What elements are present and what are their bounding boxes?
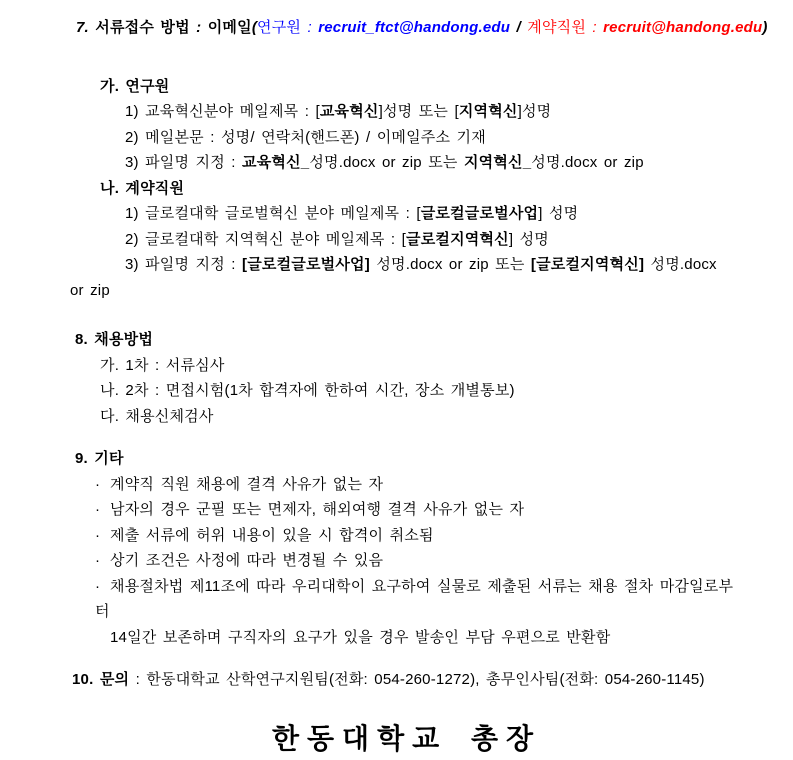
close-paren: ) — [762, 19, 768, 36]
section-9-heading: 9. 기타 — [75, 450, 124, 467]
ga-item-1 — [125, 99, 743, 125]
na-item-1-text: 1) 글로컬대학 글로벌혁신 분야 메일제목 : [ — [125, 205, 421, 222]
section-10-line — [72, 667, 743, 693]
ga-item-1-text: 1) 교육혁신분야 메일제목 : [ — [125, 103, 320, 120]
bullet-icon: · — [95, 526, 101, 544]
email-method-label: 이메일 — [207, 19, 252, 36]
signature-line: 한동대학교 총장 — [271, 722, 542, 754]
na-item-2-bold: 글로컬지역혁신 — [406, 230, 509, 248]
ga-item-3 — [125, 150, 743, 176]
section-7-title: 서류접수 방법 — [95, 19, 190, 36]
na-item-3-text-3: 성명.docx — [644, 256, 717, 273]
na-item-3-text-2: 성명.docx or zip 또는 — [369, 256, 531, 273]
ga-item-1-bold-2: 지역혁신 — [458, 103, 518, 120]
na-item-2-text-2: ] 성명 — [508, 230, 549, 248]
bullet-text: 제출 서류에 허위 내용이 있을 시 합격이 취소됨 — [110, 526, 434, 544]
ga-item-1-text-2: ]성명 또는 [ — [378, 103, 459, 120]
na-item-3-text: 3) 파일명 지정 : — [125, 256, 243, 273]
section-7-heading — [76, 15, 768, 41]
na-item-2 — [125, 227, 743, 253]
ga-item-3-text: 3) 파일명 지정 : — [125, 154, 243, 171]
section-8-item: 가. 1차 : 서류심사 — [100, 356, 225, 374]
bullet-text: 계약직 직원 채용에 결격 사유가 없는 자 — [110, 475, 384, 493]
subsection-na-heading: 나. 계약직원 — [100, 179, 185, 197]
bullet-icon: · — [95, 552, 101, 569]
section-9-bullet — [95, 523, 743, 549]
section-10-colon: : — [129, 671, 147, 688]
section-7-number: 7. — [76, 19, 96, 36]
section-8-heading: 8. 채용방법 — [75, 331, 154, 348]
ga-item-1-bold-1: 교육혁신 — [319, 103, 379, 120]
contract-staff-label: 계약직원 — [527, 19, 587, 36]
ga-item-3-bold-1: 교육혁신_ — [242, 154, 310, 171]
open-paren: ( — [251, 19, 258, 36]
subsection-ga-heading: 가. 연구원 — [100, 77, 170, 95]
researcher-email: recruit_ftct@handong.edu — [318, 19, 511, 36]
contract-colon: : — [586, 19, 604, 36]
section-9-bullet — [95, 548, 743, 574]
na-item-3-bold-1: [글로컬글로벌사업] — [242, 256, 370, 273]
contract-email: recruit@handong.edu — [603, 19, 763, 36]
bullet-icon: · — [95, 475, 101, 493]
email-separator: / — [510, 19, 528, 36]
contact-info: 한동대학교 산학연구지원팀(전화: 054-260-1272), 총무인사팀(전화: 054-260-1145) — [146, 671, 705, 688]
na-item-3 — [125, 252, 743, 278]
na-item-1 — [125, 201, 743, 227]
bullet-icon: · — [95, 501, 101, 518]
section-8-item: 다. 채용신체검사 — [100, 407, 214, 425]
na-item-1-bold: 글로컬글로벌사업 — [420, 205, 539, 222]
researcher-colon: : — [301, 19, 319, 36]
na-item-3-bold-2: [글로컬지역혁신] — [530, 256, 645, 273]
na-item-2-text: 2) 글로컬대학 지역혁신 분야 메일제목 : [ — [125, 230, 407, 248]
bullet-text: 상기 조건은 사정에 따라 변경될 수 있음 — [110, 552, 384, 569]
ga-item-1-text-3: ]성명 — [517, 103, 552, 120]
section-10-label: 10. 문의 — [72, 671, 130, 688]
ga-item-3-text-3: 성명.docx or zip — [531, 154, 644, 171]
section-9-bullet — [95, 497, 743, 523]
section-9-bullet — [95, 472, 743, 498]
section-7-colon: : — [189, 19, 208, 36]
bullet-text: 채용절차법 제11조에 따라 우리대학이 요구하여 실물로 제출된 서류는 채용 절차 마감일로부터 — [95, 577, 734, 620]
bullet-icon: · — [95, 577, 101, 595]
na-item-3-continuation: or zip — [70, 281, 110, 299]
section-9-bullet — [95, 574, 743, 625]
na-item-1-text-2: ] 성명 — [538, 205, 579, 222]
ga-item-3-text-2: 성명.docx or zip 또는 — [309, 154, 464, 171]
ga-item-2: 2) 메일본문 : 성명/ 연락처(핸드폰) / 이메일주소 기재 — [125, 128, 486, 146]
ga-item-3-bold-2: 지역혁신_ — [463, 154, 532, 171]
researcher-label: 연구원 — [257, 19, 302, 36]
section-8-item: 나. 2차 : 면접시험(1차 합격자에 한하여 시간, 장소 개별통보) — [100, 382, 515, 399]
bullet-text: 남자의 경우 군필 또는 면제자, 해외여행 결격 사유가 없는 자 — [110, 501, 525, 518]
section-9-bullet-continuation: 14일간 보존하며 구직자의 요구가 있을 경우 발송인 부담 우편으로 반환함 — [110, 628, 611, 646]
